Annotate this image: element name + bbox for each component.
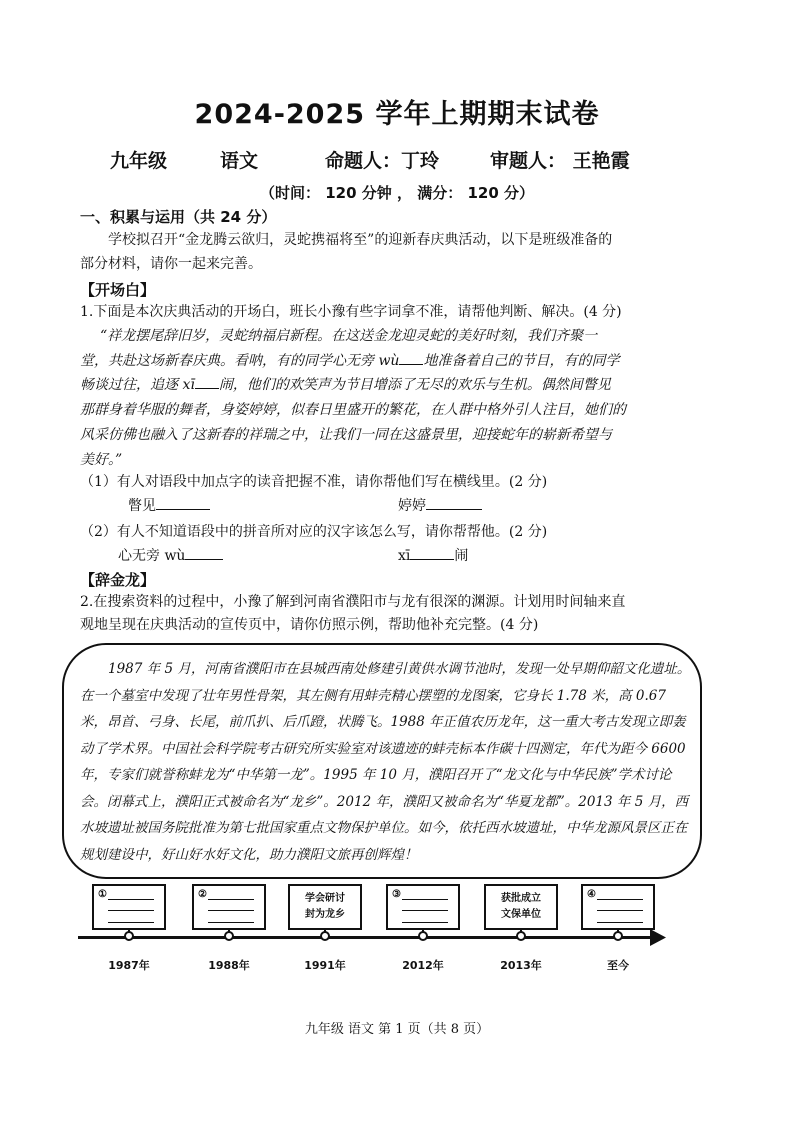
passage-line: 美好。”	[80, 452, 123, 468]
answer-line	[597, 910, 643, 911]
timeline-box-number: ②	[198, 889, 207, 900]
answer-field-tingting[interactable]: 婷婷	[398, 495, 482, 516]
dragon-label: 【辞金龙】	[80, 571, 156, 589]
passage-line: “祥龙摆尾辞旧岁，灵蛇纳福启新程。在这送金龙迎灵蛇的美好时刻，我们齐聚一	[100, 328, 598, 344]
question-setter: 命题人：丁玲	[325, 150, 440, 172]
timeline-box-number: ③	[392, 889, 401, 900]
sub-question-1: （1）有人对语段中加点字的读音把握不准，请你帮他们写在横线里。(2 分)	[80, 474, 548, 490]
sub-question-2: （2）有人不知道语段中的拼音所对应的汉字该怎么写，请你帮帮他。(2 分)	[80, 524, 548, 540]
time-info: （时间： 120 分钟 ， 满分： 120 分）	[260, 184, 534, 202]
passage-line: 风采仿佛也融入了这新春的祥瑞之中，让我们一同在这盛景里，迎接蛇年的崭新希望与	[80, 427, 612, 443]
question-2: 观地呈现在庆典活动的宣传页中，请你仿照示例，帮助他补充完整。(4 分)	[80, 617, 539, 633]
answer-line	[402, 910, 448, 911]
intro-line: 学校拟召开“金龙腾云欲归，灵蛇携福将至”的迎新春庆典活动，以下是班级准备的	[108, 232, 613, 248]
answer-line	[597, 922, 643, 923]
timeline-dot	[320, 931, 330, 941]
question-2: 2.在搜索资料的过程中，小豫了解到河南省濮阳市与龙有很深的渊源。计划用时间轴来直	[80, 594, 626, 610]
timeline-box-number: ④	[587, 889, 596, 900]
timeline-box-text: 学会研讨	[305, 893, 345, 904]
answer-line	[108, 922, 154, 923]
timeline-dot	[418, 931, 428, 941]
timeline-year: 1988年	[208, 959, 250, 972]
answer-line	[597, 899, 643, 900]
intro-line: 部分材料，请你一起来完善。	[80, 256, 262, 272]
timeline-dot	[613, 931, 623, 941]
timeline-box-number: ①	[98, 889, 107, 900]
passage-line: 畅谈过往，追逐 xī 闹，他们的欢笑声为节目增添了无尽的欢乐与生机。偶然间瞥见	[80, 374, 611, 394]
timeline-box[interactable]	[192, 884, 266, 930]
timeline-year: 2012年	[402, 959, 444, 972]
timeline-box-text: 获批成立	[501, 893, 541, 904]
section-heading: 一、积累与运用（共 24 分）	[80, 208, 277, 226]
timeline-box-text: 文保单位	[501, 909, 541, 920]
page-footer: 九年级 语文 第 1 页（共 8 页）	[304, 1022, 490, 1037]
answer-line	[402, 899, 448, 900]
timeline-dot	[224, 931, 234, 941]
answer-line	[108, 899, 154, 900]
answer-line	[208, 910, 254, 911]
timeline-box[interactable]	[581, 884, 655, 930]
answer-field-xi[interactable]: xī 闹	[398, 545, 468, 566]
timeline-box	[288, 884, 362, 930]
grade: 九年级	[110, 150, 168, 172]
opening-label: 【开场白】	[80, 281, 156, 299]
timeline-year: 1987年	[108, 959, 150, 972]
subject: 语文	[220, 150, 259, 172]
bubble-text: 1987 年 5 月，河南省濮阳市在县城西南处修建引黄供水调节池时，发现一处早期仰韶文化遗址。在一个墓室中发现了壮年男性骨架，其左侧有用蚌壳精心摆塑的龙图案，它身长 1.78 米，高 0.67 米，昂首、弓身、长尾，前爪扒、后爪蹬，状腾飞。1988 年正值农历龙年，这一重大考古发现立即轰动了学术界。中国社会科学院考古研究所实验室对该遗迹的蚌壳标本作碳十四测定，年代为距今 6600 年，专家们就誉称蚌龙为“中华第一龙”。1995 年 10 月，濮阳召开了“龙文化与中华民族”学术讨论会。闭幕式上，濮阳正式被命名为“龙乡”。2012 年，濮阳又被命名为“华夏龙都”。2013 年 5 月，西水坡遗址被国务院批准为第七批国家重点文物保护单位。如今，依托西水坡遗址，中华龙源风景区正在规划建设中，好山好水好文化，助力濮阳文旅再创辉煌！	[80, 661, 691, 863]
timeline-box[interactable]	[92, 884, 166, 930]
passage-line: 那群身着华服的舞者，身姿婷婷，似春日里盛开的繁花，在人群中格外引人注目，她们的	[80, 402, 626, 418]
answer-line	[208, 899, 254, 900]
timeline-year: 至今	[607, 959, 629, 972]
timeline-year: 1991年	[304, 959, 346, 972]
answer-line	[108, 910, 154, 911]
reviewer: 审题人： 王艳霞	[490, 150, 630, 172]
answer-field-wu[interactable]: 心无旁 wù	[118, 545, 223, 566]
answer-field-piejian[interactable]: 瞥见	[128, 495, 210, 516]
timeline-dot	[516, 931, 526, 941]
question-1: 1.下面是本次庆典活动的开场白，班长小豫有些字词拿不准，请帮他判断、解决。(4 分)	[80, 304, 622, 320]
exam-title: 2024-2025 学年上期期末试卷	[194, 99, 600, 130]
timeline-year: 2013年	[500, 959, 542, 972]
timeline-arrow-icon	[650, 929, 668, 946]
passage-line: 堂，共赴这场新春庆典。看呐，有的同学心无旁 wù 地准备着自己的节目，有的同学	[80, 350, 619, 370]
timeline-box	[484, 884, 558, 930]
timeline-dot	[124, 931, 134, 941]
answer-line	[402, 922, 448, 923]
timeline-box-text: 封为龙乡	[305, 909, 345, 920]
answer-line	[208, 922, 254, 923]
timeline-box[interactable]	[386, 884, 460, 930]
timeline-axis	[78, 936, 658, 939]
